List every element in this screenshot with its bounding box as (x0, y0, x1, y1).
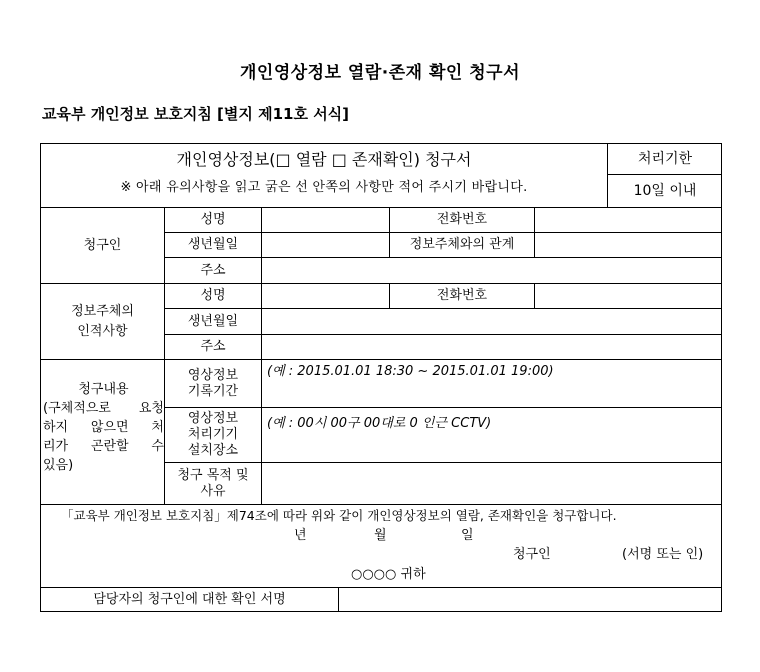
subject-phone-field[interactable] (535, 284, 722, 308)
requester-phone-field[interactable] (535, 208, 722, 232)
period-label-line: 영상정보 (187, 367, 239, 383)
period-label (165, 360, 261, 407)
period-label-line: 기록기간 (187, 383, 239, 399)
content-label-line: 리가 곤란할 수 (43, 439, 164, 454)
purpose-label-line: 사유 (200, 483, 226, 499)
subject-address-field[interactable] (262, 335, 722, 359)
content-label-line: 청구내용 (78, 382, 129, 397)
signature-label: (서명 또는 인) (622, 547, 704, 562)
requester-address-label: 주소 (200, 262, 226, 278)
requester-address-field[interactable] (262, 258, 722, 283)
subject-phone-label: 전화번호 (436, 288, 488, 303)
location-label (165, 408, 261, 462)
date-day: 일 (461, 528, 474, 543)
requester-birth-field[interactable] (262, 233, 389, 257)
deadline-label: 처리기한 (637, 151, 693, 167)
recipient: ○○○○ 귀하 (351, 567, 426, 582)
requester-phone-label: 전화번호 (436, 212, 488, 227)
form-header-note: ※ 아래 유의사항을 읽고 굵은 선 안쪽의 사항만 적어 주시기 바랍니다. (120, 180, 528, 195)
staff-confirm-label: 담당자의 청구인에 대한 확인 서명 (93, 591, 286, 607)
subject-section-label (41, 284, 164, 359)
content-label-line: 있음) (43, 458, 74, 473)
location-field[interactable]: (예 : 00시 00구 00대로 0 인근 CCTV) (267, 416, 492, 431)
requester-relation-label: 정보주체와의 관계 (409, 237, 515, 252)
date-month: 월 (374, 528, 387, 543)
content-label-line: 하지 않으면 처 (43, 420, 164, 435)
location-label-line: 설치장소 (187, 443, 239, 458)
form-header-title: 개인영상정보(□ 열람 □ 존재확인) 청구서 (176, 150, 472, 169)
form-reference: 교육부 개인정보 보호지침 [별지 제11호 서식] (42, 105, 350, 123)
content-section-label (43, 380, 164, 490)
deadline-value: 10일 이내 (633, 183, 697, 199)
date-year: 년 (294, 528, 307, 543)
requester-name-field[interactable] (262, 208, 389, 232)
subject-label-line: 정보주체의 (71, 303, 134, 319)
purpose-field[interactable] (262, 463, 722, 504)
subject-name-field[interactable] (262, 284, 389, 308)
period-field[interactable]: (예 : 2015.01.01 18:30 ~ 2015.01.01 19:00) (267, 364, 554, 379)
subject-label-line: 인적사항 (77, 323, 128, 339)
subject-address-label: 주소 (200, 339, 226, 354)
document-title: 개인영상정보 열람·존재 확인 청구서 (239, 63, 521, 83)
subject-name-label: 성명 (200, 288, 226, 303)
staff-confirm-field[interactable] (339, 588, 722, 611)
request-form (40, 143, 722, 612)
declaration-requester: 청구인 (513, 547, 551, 562)
content-label-line: (구체적으로 요청 (43, 401, 164, 416)
requester-section-label: 청구인 (83, 237, 122, 253)
purpose-label-line: 청구 목적 및 (177, 467, 249, 483)
location-label-line: 처리기기 (187, 427, 239, 442)
purpose-label (165, 463, 261, 504)
requester-name-label: 성명 (200, 212, 226, 227)
subject-birth-label: 생년월일 (187, 313, 239, 329)
requester-birth-label: 생년월일 (187, 237, 239, 252)
requester-relation-field[interactable] (535, 233, 722, 257)
location-label-line: 영상정보 (187, 411, 239, 426)
declaration-statement: 「교육부 개인정보 보호지침」제74조에 따라 위와 같이 개인영상정보의 열람, 존재확인을 청구합니다. (61, 508, 617, 523)
subject-birth-field[interactable] (262, 309, 722, 334)
